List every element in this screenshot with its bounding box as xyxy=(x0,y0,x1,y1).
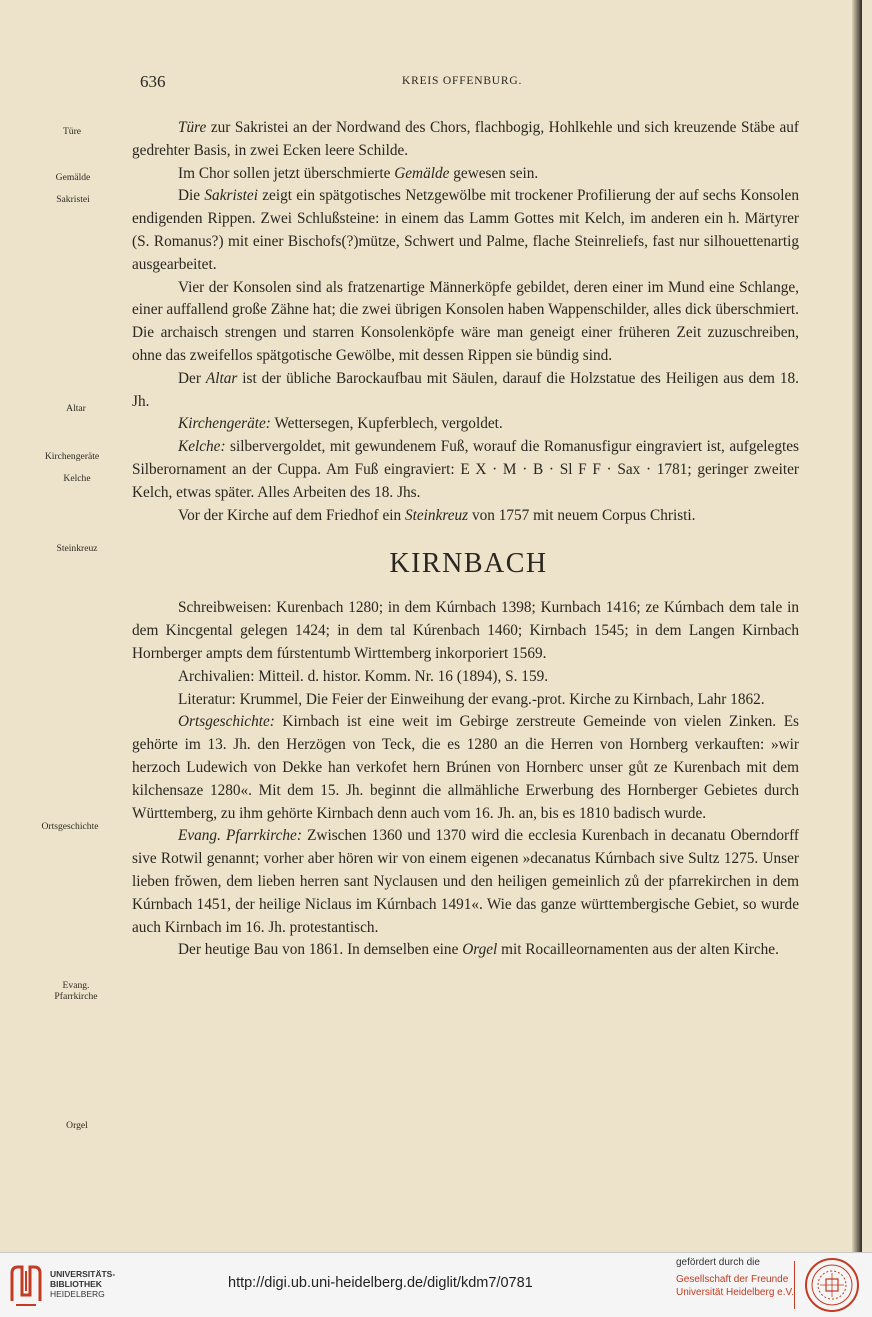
page-header xyxy=(140,72,800,94)
paragraph-text: mit Rocailleornamenten aus der alten Kirche. xyxy=(497,941,779,959)
sponsor-name-line2: Universität Heidelberg e.V. xyxy=(676,1287,795,1298)
paragraph-kirchengeraete xyxy=(132,413,799,436)
sponsor-name[interactable] xyxy=(676,1273,794,1299)
paragraph-text: Vor der Kirche auf dem Friedhof ein xyxy=(178,506,405,524)
paragraph-text: gewesen sein. xyxy=(449,164,539,182)
paragraph-pfarrkirche xyxy=(132,825,799,939)
margin-note-orgel: Orgel xyxy=(66,1120,88,1131)
paragraph-literatur: Literatur: Krummel, Die Feier der Einweihung der evang.-prot. Kirche zu Kirnbach, Lahr 1862. xyxy=(178,690,765,708)
paragraph-kelche xyxy=(132,436,799,504)
margin-note-evang-pfarrkirche xyxy=(26,980,126,1002)
margin-note-evang-line1: Evang. xyxy=(62,980,90,991)
paragraph-text: Die xyxy=(178,187,205,205)
library-name-line2: BIBLIOTHEK xyxy=(50,1279,102,1289)
paragraph-text: Zwischen 1360 und 1370 wird die ecclesia Kurenbach in decanatu Oberndorff sive Rotwil genannt; vorher aber hören wir von einem eigenen »decanatus Kúrnbach sive Sultz 1275. Unser lieben frŏwen, dem lieben herren sant Nyclausen und den heiligen gemeinlich zů der pfarrekirchen in dem Kúrnbach 1451, der heilige Niclaus im Kúrnbach 1491«. Wie das ganze württembergische Gebiet, so wurde auch Kirnbach im 16. Jh. protestantisch. xyxy=(132,827,799,936)
term-orgel: Orgel xyxy=(462,941,498,959)
paragraph-konsolen: Vier der Konsolen sind als fratzenartige Männerköpfe gebildet, deren einer im Mund eine Schlange, einer auffallend große Zähne hat; die zwei übrigen Konsolen haben Wappenschilder, alles dick überschmiert. Die archaisch strengen und starren Konsolenköpfe wäre man geneigt einer früheren Zeit zuzuschreiben, ohne das zweifellos spätgotische Gewölbe, mit dessen Rippen sie bündig sind. xyxy=(132,278,799,364)
paragraph-orgel xyxy=(132,939,799,962)
paragraph-text: Kirnbach ist eine weit im Gebirge zerstreute Gemeinde von vielen Zinken. Es gehörte im 13. Jh. den Herzögen von Teck, die es 1280 an die Herren von Hornberg verkauften: »wir herzoch Ludewich von Dekke han verkofet hern Brúnen von Hornberc unser gůt ze Kurenbach mit dem kilchensaze 1280«. Mit dem 15. Jh. beginnt die allmähliche Erwerbung des Hornberger Gebietes durch Württemberg, zu ihm gehörte Kirnbach denn auch vom 16. Jh. an, bis es 1810 badisch wurde. xyxy=(132,713,799,822)
body-text xyxy=(132,117,799,962)
university-seal-icon xyxy=(804,1257,860,1313)
running-head: KREIS OFFENBURG. xyxy=(402,75,523,87)
paragraph-text: Der heutige Bau von 1861. In demselben eine xyxy=(178,941,463,959)
paragraph-steinkreuz xyxy=(132,505,799,528)
library-name xyxy=(50,1269,115,1299)
margin-note-gemaelde: Gemälde xyxy=(55,172,91,183)
margin-note-steinkreuz: Steinkreuz xyxy=(56,543,98,554)
paragraph-text: zeigt ein spätgotisches Netzgewölbe mit trockener Profilierung der auf sechs Konsolen endigenden Rippen. Zwei Schlußsteine: in einem das Lamm Gottes mit Kelch, im anderen ein h. Märtyrer (S. Romanus?) mit einer Bischofs(?)mütze, Schwert und Palme, flache Steinreliefs, fast nur silhouettenartig ausgearbeitet. xyxy=(132,187,799,273)
margin-notes xyxy=(0,0,128,1252)
margin-note-sakristei: Sakristei xyxy=(56,194,90,205)
term-gemaelde: Gemälde xyxy=(394,164,450,182)
footer-bar xyxy=(0,1252,872,1317)
margin-note-kelche: Kelche xyxy=(63,473,91,484)
margin-note-evang-line2: Pfarrkirche xyxy=(54,991,98,1002)
sponsor-name-line1: Gesellschaft der Freunde xyxy=(676,1274,789,1285)
term-tuere: Türe xyxy=(178,119,207,136)
term-steinkreuz: Steinkreuz xyxy=(404,506,469,524)
margin-note-tuere: Türe xyxy=(62,126,82,137)
margin-note-kirchengeraete: Kirchengeräte xyxy=(44,451,100,462)
paragraph-text: ist der übliche Barockaufbau mit Säulen, darauf die Holzstatue des Heiligen aus dem 18. Jh. xyxy=(132,369,799,410)
section-title: KIRNBACH xyxy=(389,548,548,580)
paragraph-altar xyxy=(132,368,799,414)
paragraph-text: Wettersegen, Kupferblech, vergoldet. xyxy=(270,415,503,433)
paragraph-text: zur Sakristei an der Nordwand des Chors, flachbogig, Hohlkehle und sich kreuzende Stäbe auf gedrehter Basis, in zwei Ecken leere Schilde. xyxy=(132,119,799,159)
term-kirchengeraete: Kirchengeräte: xyxy=(178,415,271,433)
paragraph-tuere xyxy=(132,117,799,163)
paragraph-text: silbervergoldet, mit gewundenem Fuß, worauf die Romanusfigur eingraviert ist, aufgelegtes Silberornament an der Cuppa. Am Fuß eingraviert: E X · M · B · Sl F F · Sax · 1781; geringer zweiter Kelch, etwas später. Alles Arbeiten des 18. Jhs. xyxy=(132,438,799,501)
paragraph-gemaelde xyxy=(132,163,799,186)
term-kelche: Kelche: xyxy=(178,438,226,456)
paragraph-text: Im Chor sollen jetzt überschmierte xyxy=(178,164,395,182)
paragraph-schreibweisen: Schreibweisen: Kurenbach 1280; in dem Kúrnbach 1398; Kurnbach 1416; ze Kúrnbach dem tale in dem Kincgental gelegen 1424; in dem tal Kúrenbach 1460; Kirnbach 1545; in dem Langen Kirnbach Hornberger ampts dem fúrstentumb Wirttemberg inkorporiert 1569. xyxy=(132,599,799,662)
permalink-url[interactable]: http://digi.ub.uni-heidelberg.de/diglit/kdm7/0781 xyxy=(228,1275,533,1291)
book-spine-shadow xyxy=(852,0,862,1252)
library-name-line3: HEIDELBERG xyxy=(50,1289,105,1299)
paragraph-text: Der xyxy=(178,369,206,387)
margin-note-ortsgeschichte: Ortsgeschichte xyxy=(41,821,99,832)
term-pfarrkirche: Evang. Pfarrkirche: xyxy=(178,827,302,845)
sponsor-label: gefördert durch die xyxy=(676,1257,760,1268)
paragraph-text: von 1757 mit neuem Corpus Christi. xyxy=(468,506,696,524)
ub-logo-icon[interactable] xyxy=(8,1261,44,1307)
sponsor-divider xyxy=(794,1261,795,1309)
term-sakristei: Sakristei xyxy=(204,187,258,205)
paragraph-archivalien: Archivalien: Mitteil. d. histor. Komm. Nr. 16 (1894), S. 159. xyxy=(178,667,549,685)
paragraph-ortsgeschichte xyxy=(132,711,799,825)
library-name-line1: UNIVERSITÄTS- xyxy=(50,1269,116,1279)
term-ortsgeschichte: Ortsgeschichte: xyxy=(178,713,275,731)
term-altar: Altar xyxy=(205,369,238,387)
margin-note-altar: Altar xyxy=(66,403,86,414)
page-number: 636 xyxy=(140,72,166,91)
paragraph-sakristei xyxy=(132,185,799,276)
